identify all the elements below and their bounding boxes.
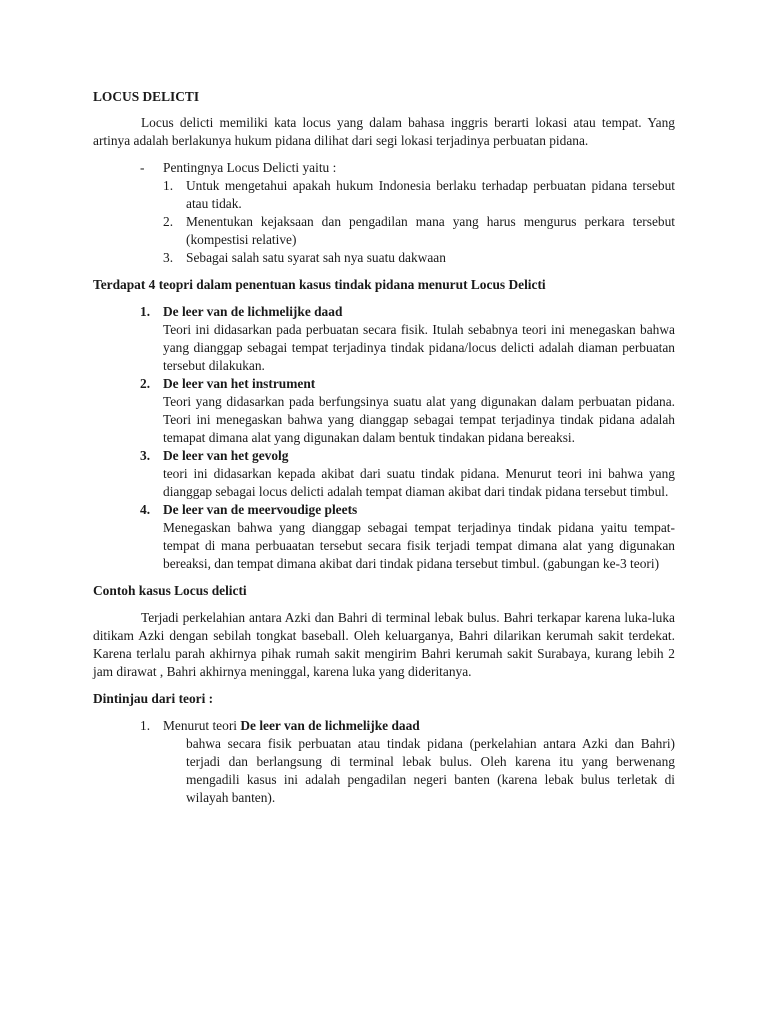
theory-description: Teori ini didasarkan pada perbuatan secara fisik. Itulah sebabnya teori ini menegaskan bahwa yang dianggap sebagai tempat terjadinya tindak pidana/locus delicti adalah diaman perbuatan tersebut dilakukan. (163, 322, 675, 373)
importance-section (93, 159, 675, 267)
theory-item-4 (140, 501, 675, 573)
theory-number: 3. (140, 448, 151, 463)
theory-item-2 (140, 375, 675, 447)
theory-name: De leer van de meervoudige pleets (163, 502, 358, 517)
list-number: 3. (163, 250, 174, 265)
review-item-1 (140, 717, 675, 735)
review-line (163, 717, 420, 735)
list-number: 2. (163, 214, 174, 229)
importance-item-2 (163, 213, 675, 249)
review-description: bahwa secara fisik perbuatan atau tindak pidana (perkelahian antara Azki dan Bahri) terjadi dan berlangsung di terminal lebak bulus. Oleh karena itu yang berwenang mengadili kasus ini adalah pengadilan negeri banten (karena lebak bulus terletak di wilayah banten). (186, 736, 675, 805)
list-item-text: Menentukan kejaksaan dan pengadilan mana yang harus mengurus perkara tersebut (kompestisi relative) (186, 214, 675, 247)
list-item-text: Sebagai salah satu syarat sah nya suatu dakwaan (186, 250, 446, 265)
case-paragraph: Terjadi perkelahian antara Azki dan Bahri di terminal lebak bulus. Bahri terkapar karena luka-luka ditikam Azki dengan sebilah tongkat baseball. Oleh keluarganya, Bahri dilarikan kerumah sakit terdekat. Karena terlalu parah akhirnya pihak rumah sakit mengirim Bahri kerumah sakit Surabaya, kurang lebih 2 jam dirawat , Bahri akhirnya meninggal, karena luka yang dideritanya. (93, 610, 675, 679)
page-title: LOCUS DELICTI (93, 89, 200, 104)
theory-description: Menegaskan bahwa yang dianggap sebagai tempat terjadinya tindak pidana yaitu tempat-tempat di mana perbuaatan tersebut secara fisik terjadi tempat dimana alat yang digunakan bereaksi, dan tempat dimana akibat dari tindak pidana tersebut timbul. (gabungan ke-3 teori) (163, 520, 675, 571)
theory-number: 4. (140, 502, 151, 517)
intro-paragraph: Locus delicti memiliki kata locus yang dalam bahasa inggris berarti lokasi atau tempat. Yang artinya adalah berlakunya hukum pidana dilihat dari segi lokasi terjadinya perbuatan pidana. (93, 115, 675, 148)
case-heading: Contoh kasus Locus delicti (93, 583, 247, 598)
theory-item-3 (140, 447, 675, 501)
review-prefix: Menurut teori (163, 718, 241, 733)
theory-number: 2. (140, 376, 151, 391)
importance-label: Pentingnya Locus Delicti yaitu : (163, 160, 337, 175)
theory-name: De leer van het instrument (163, 376, 316, 391)
theory-number: 1. (140, 304, 151, 319)
importance-item-1 (163, 177, 675, 213)
list-number: 1. (163, 178, 174, 193)
theories-heading: Terdapat 4 teopri dalam penentuan kasus tindak pidana menurut Locus Delicti (93, 277, 546, 292)
review-number: 1. (140, 718, 151, 733)
review-theory-name: De leer van de lichmelijke daad (240, 718, 420, 733)
theory-item-1 (140, 303, 675, 375)
theory-description: teori ini didasarkan kepada akibat dari suatu tindak pidana. Menurut teori ini bahwa yang dianggap sebagai locus delicti adalah tempat diaman akibat dari tindak pidana tersebut timbul. (163, 466, 675, 499)
list-item-text: Untuk mengetahui apakah hukum Indonesia berlaku terhadap perbuatan pidana tersebut atau tidak. (186, 178, 675, 211)
theory-name: De leer van de lichmelijke daad (163, 304, 343, 319)
document-content (93, 88, 675, 807)
dash-bullet: - (140, 160, 145, 175)
review-list (93, 717, 675, 807)
theory-name: De leer van het gevolg (163, 448, 289, 463)
importance-dash-item (140, 159, 675, 177)
review-heading: Dintinjau dari teori : (93, 691, 214, 706)
theories-list (93, 303, 675, 573)
theory-description: Teori yang didasarkan pada berfungsinya suatu alat yang digunakan dalam perbuatan pidana. Teori ini menegaskan bahwa yang dianggap sebagai tempat terjadinya tindak pidana adalah temapat dimana alat yang digunakan dalam bentuk tindakan pidana bereaksi. (163, 394, 675, 445)
importance-item-3 (163, 249, 675, 267)
